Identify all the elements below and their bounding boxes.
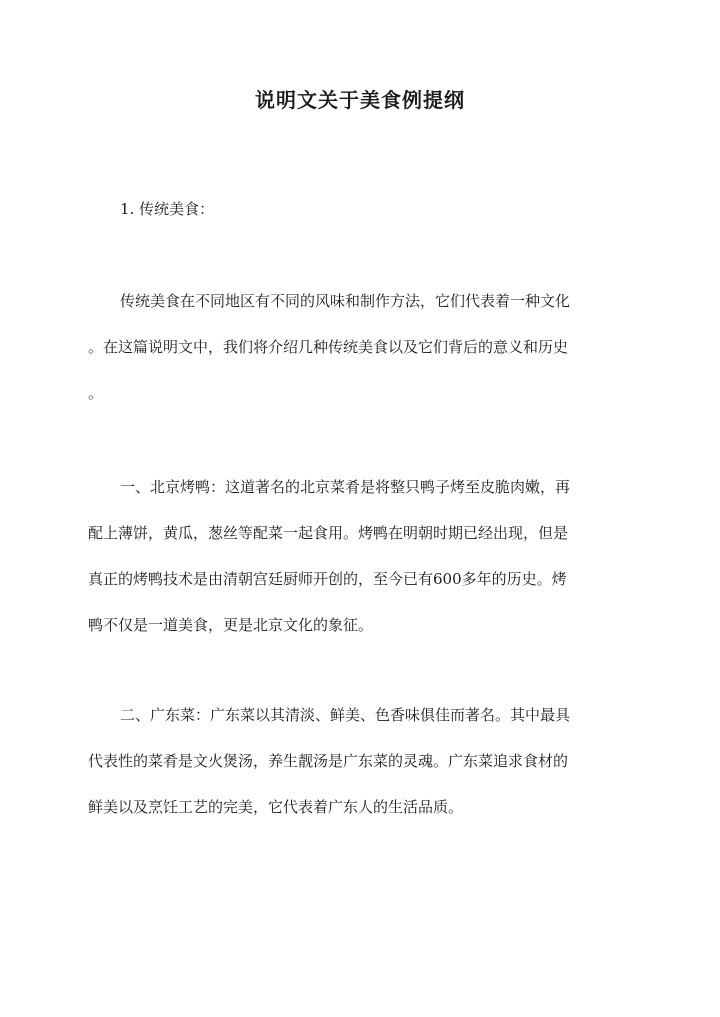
paragraph-line: 鸭不仅是一道美食，更是北京文化的象征。 <box>88 616 374 634</box>
paragraph-line: 真正的烤鸭技术是由清朝宫廷厨师开创的，至今已有600多年的历史。烤 <box>88 570 567 588</box>
paragraph-line: 传统美食在不同地区有不同的风味和制作方法，它们代表着一种文化 <box>120 292 571 310</box>
paragraph-cantonese-cuisine <box>88 692 636 830</box>
paragraph-peking-duck <box>88 464 636 648</box>
document-title: 说明文关于美食例提纲 <box>255 88 465 112</box>
paragraph-line: 。在这篇说明文中，我们将介绍几种传统美食以及它们背后的意义和历史 <box>88 338 569 356</box>
section-heading: 1. 传统美食： <box>120 200 215 218</box>
paragraph-line: 一、北京烤鸭：这道著名的北京菜肴是将整只鸭子烤至皮脆肉嫩，再 <box>120 478 571 496</box>
paragraph-traditional-food <box>88 278 636 416</box>
paragraph-line: 代表性的菜肴是文火煲汤，养生靓汤是广东菜的灵魂。广东菜追求食材的 <box>88 752 569 770</box>
paragraph-line: 二、广东菜：广东菜以其清淡、鲜美、色香味俱佳而著名。其中最具 <box>120 706 571 724</box>
paragraph-line: 鲜美以及烹饪工艺的完美，它代表着广东人的生活品质。 <box>88 798 464 816</box>
paragraph-line: 。 <box>88 384 104 402</box>
paragraph-line: 配上薄饼，黄瓜，葱丝等配菜一起食用。烤鸭在明朝时期已经出现，但是 <box>88 524 569 542</box>
